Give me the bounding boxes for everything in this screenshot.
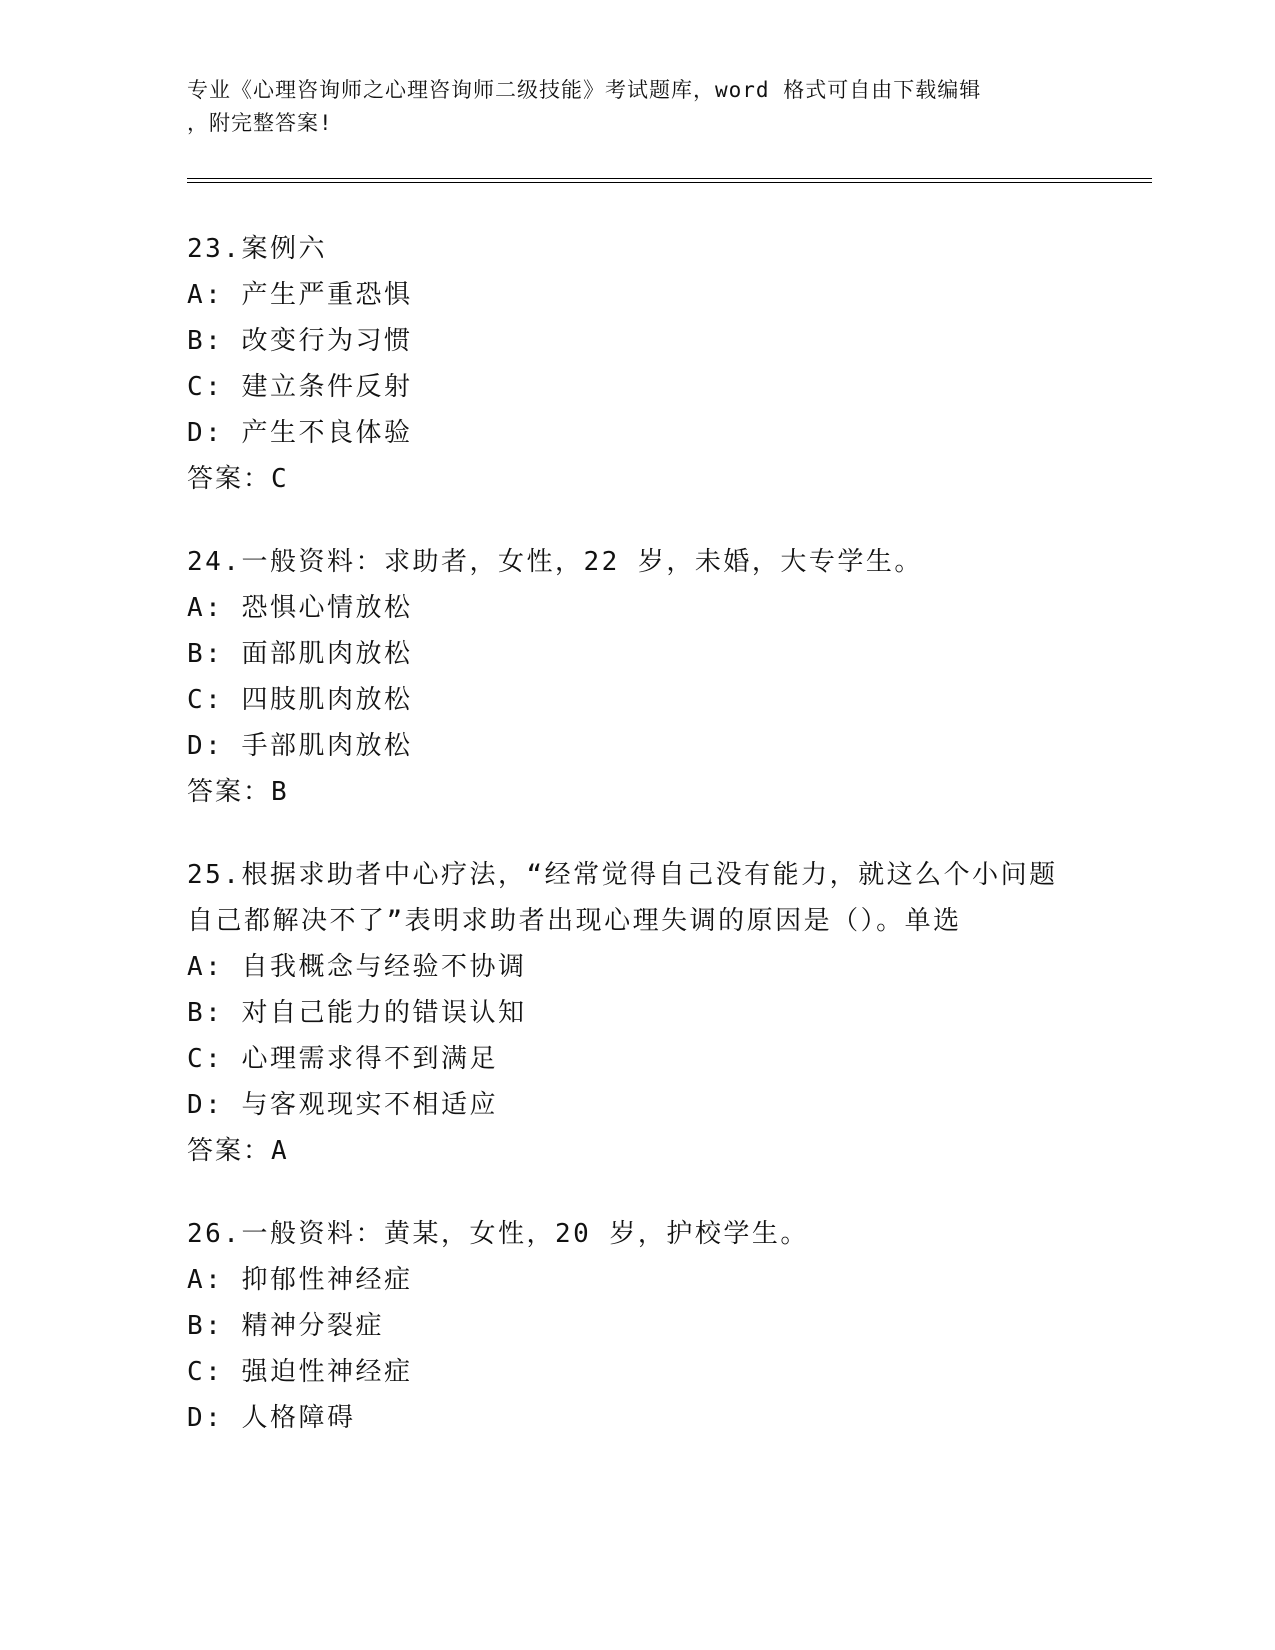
question-stem: 26.一般资料：黄某，女性，20 岁，护校学生。 (187, 1219, 809, 1249)
option-c: C: 心理需求得不到满足 (187, 1044, 498, 1074)
option-b: B: 精神分裂症 (187, 1311, 384, 1341)
option-c: C: 强迫性神经症 (187, 1357, 413, 1387)
option-d: D: 产生不良体验 (187, 418, 413, 448)
answer-line (187, 456, 1087, 502)
option-d: D: 手部肌肉放松 (187, 731, 413, 761)
option-a: A: 自我概念与经验不协调 (187, 952, 527, 982)
option-b: B: 面部肌肉放松 (187, 639, 413, 669)
header-line-2: ，附完整答案! (187, 111, 333, 135)
answer-value: B (271, 777, 289, 807)
header-divider (187, 178, 1152, 183)
option-a: A: 抑郁性神经症 (187, 1265, 413, 1295)
question-26 (187, 1211, 1087, 1441)
answer-label: 答案： (187, 777, 272, 807)
document-header (187, 74, 1067, 140)
question-stem: 23.案例六 (187, 234, 327, 264)
option-b: B: 改变行为习惯 (187, 326, 413, 356)
answer-label: 答案： (187, 1136, 272, 1166)
option-c: C: 四肢肌肉放松 (187, 685, 413, 715)
option-d: D: 人格障碍 (187, 1403, 356, 1433)
answer-line (187, 769, 1087, 815)
option-c: C: 建立条件反射 (187, 372, 413, 402)
option-a: A: 恐惧心情放松 (187, 593, 413, 623)
answer-label: 答案： (187, 464, 272, 494)
answer-line (187, 1128, 1087, 1174)
header-line-1: 专业《心理咨询师之心理咨询师二级技能》考试题库，word 格式可自由下载编辑 (187, 78, 982, 102)
answer-value: A (271, 1136, 289, 1166)
question-stem: 25.根据求助者中心疗法，“经常觉得自己没有能力，就这么个小问题 (187, 860, 1058, 890)
question-stem-continued: 自己都解决不了”表明求助者出现心理失调的原因是（）。单选 (187, 906, 962, 936)
option-b: B: 对自己能力的错误认知 (187, 998, 527, 1028)
answer-value: C (271, 464, 289, 494)
question-stem: 24.一般资料：求助者，女性，22 岁，未婚，大专学生。 (187, 547, 923, 577)
question-23 (187, 226, 1087, 502)
option-a: A: 产生严重恐惧 (187, 280, 413, 310)
question-25 (187, 852, 1087, 1174)
question-24 (187, 539, 1087, 815)
option-d: D: 与客观现实不相适应 (187, 1090, 498, 1120)
